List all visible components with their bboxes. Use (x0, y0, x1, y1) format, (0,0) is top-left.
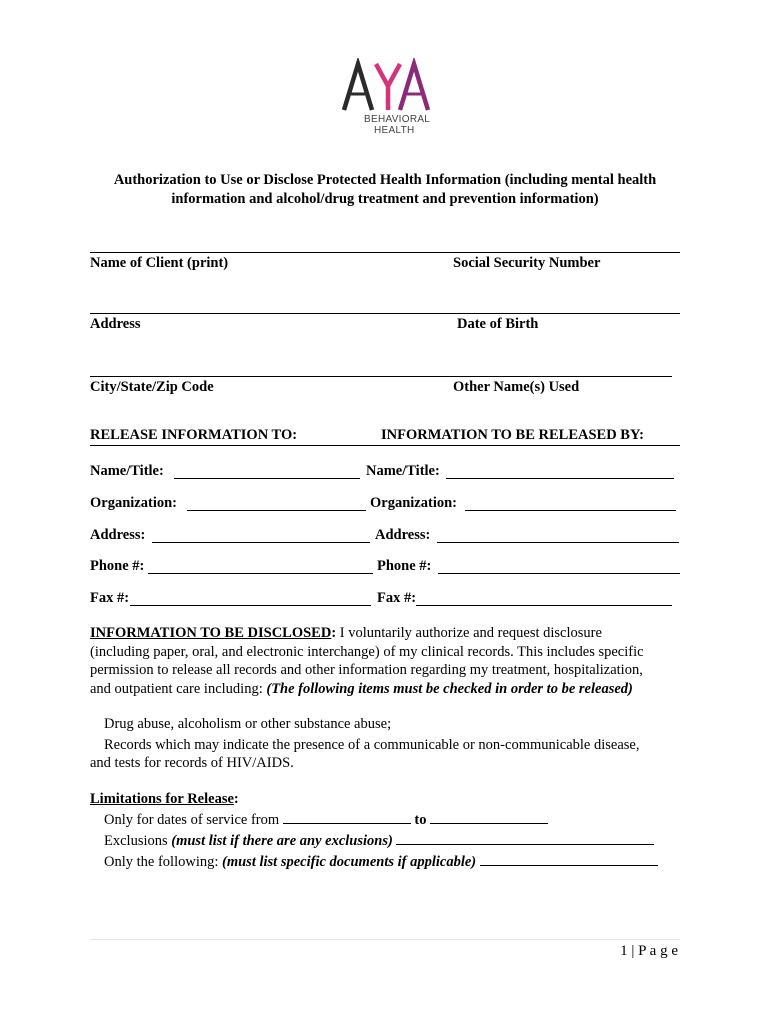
disclosure-text-4: and outpatient care including: (90, 680, 267, 697)
only-following-instruction: (must list specific documents if applicable) (222, 854, 477, 870)
release-to-org-label: Organization: (90, 495, 177, 511)
released-by-name-field[interactable] (446, 478, 674, 479)
other-names-label: Other Name(s) Used (453, 379, 580, 395)
footer-divider (90, 939, 680, 940)
release-to-name-field[interactable] (174, 478, 360, 479)
disclosure-instruction: (The following items must be checked in order to be released) (266, 680, 633, 697)
release-to-fax-label: Fax #: (90, 590, 130, 606)
logo-text-health: HEALTH (374, 125, 415, 136)
city-other-names-line[interactable] (90, 376, 672, 377)
disclosure-text-1: I voluntarily authorize and request disclosure (336, 625, 602, 641)
release-to-header: RELEASE INFORMATION TO: (90, 427, 298, 443)
disclosure-heading: INFORMATION TO BE DISCLOSED (90, 625, 332, 641)
released-by-fax-field[interactable] (416, 605, 672, 606)
title-line-1: Authorization to Use or Disclose Protected Health Information (including mental health (113, 172, 657, 188)
address-label: Address (90, 316, 141, 332)
release-to-phone-label: Phone #: (90, 558, 145, 574)
ssn-label: Social Security Number (453, 255, 601, 271)
date-to-field[interactable] (430, 811, 548, 824)
release-to-org-field[interactable] (187, 510, 366, 511)
dates-label: Only for dates of service from (104, 812, 280, 828)
released-by-phone-label: Phone #: (377, 558, 432, 574)
released-by-org-label: Organization: (370, 495, 457, 511)
released-by-header: INFORMATION TO BE RELEASED BY: (381, 427, 644, 443)
exclusions-instruction: (must list if there are any exclusions) (171, 833, 393, 849)
dob-label: Date of Birth (457, 316, 539, 332)
disclosure-line-4 (90, 680, 644, 699)
disclosure-line-2: (including paper, oral, and electronic interchange) of my clinical records. This includes specific (90, 643, 644, 660)
city-state-zip-label: City/State/Zip Code (90, 379, 214, 395)
disclosure-heading-colon: : (331, 625, 337, 641)
dates-of-service-row (104, 811, 548, 829)
limitations-colon: : (233, 791, 239, 807)
limitations-heading-row (90, 791, 239, 808)
client-name-ssn-line[interactable] (90, 252, 680, 253)
released-by-org-field[interactable] (465, 510, 676, 511)
disclosure-item-disease[interactable]: Records which may indicate the presence of a communicable or non-communicable disease, (104, 737, 640, 753)
disclosure-paragraph (90, 624, 644, 698)
exclusions-row (104, 832, 654, 850)
release-to-address-label: Address: (90, 527, 146, 543)
client-name-label: Name of Client (print) (90, 255, 229, 271)
disclosure-item-substance[interactable]: Drug abuse, alcoholism or other substance abuse; (104, 716, 392, 732)
release-to-name-label: Name/Title: (90, 463, 164, 479)
released-by-fax-label: Fax #: (377, 590, 417, 606)
released-by-phone-field[interactable] (438, 573, 680, 574)
page-title (60, 171, 710, 209)
disclosure-line-1 (90, 624, 644, 643)
only-following-row (104, 853, 658, 871)
disclosure-line-3: permission to release all records and other information regarding my treatment, hospitalization, (90, 662, 643, 678)
logo-text-behavioral: BEHAVIORAL (364, 114, 431, 125)
address-dob-line[interactable] (90, 313, 680, 314)
logo-mark (338, 58, 438, 114)
release-to-fax-field[interactable] (130, 605, 371, 606)
only-following-field[interactable] (480, 853, 658, 866)
released-by-address-label: Address: (375, 527, 431, 543)
disclosure-item-disease-cont: and tests for records of HIV/AIDS. (90, 755, 294, 771)
logo (338, 58, 438, 140)
title-line-2: information and alcohol/drug treatment and prevention information) (171, 191, 599, 207)
released-by-address-field[interactable] (437, 542, 679, 543)
release-to-address-field[interactable] (152, 542, 370, 543)
only-following-label: Only the following: (104, 854, 223, 870)
release-header-divider (90, 445, 680, 446)
date-from-field[interactable] (283, 811, 411, 824)
limitations-heading: Limitations for Release (90, 791, 234, 807)
dates-to-label: to (414, 812, 427, 828)
exclusions-field[interactable] (396, 832, 654, 845)
page-number: 1 | P a g e (620, 943, 678, 959)
exclusions-label: Exclusions (104, 833, 172, 849)
release-to-phone-field[interactable] (148, 573, 373, 574)
released-by-name-label: Name/Title: (366, 463, 440, 479)
